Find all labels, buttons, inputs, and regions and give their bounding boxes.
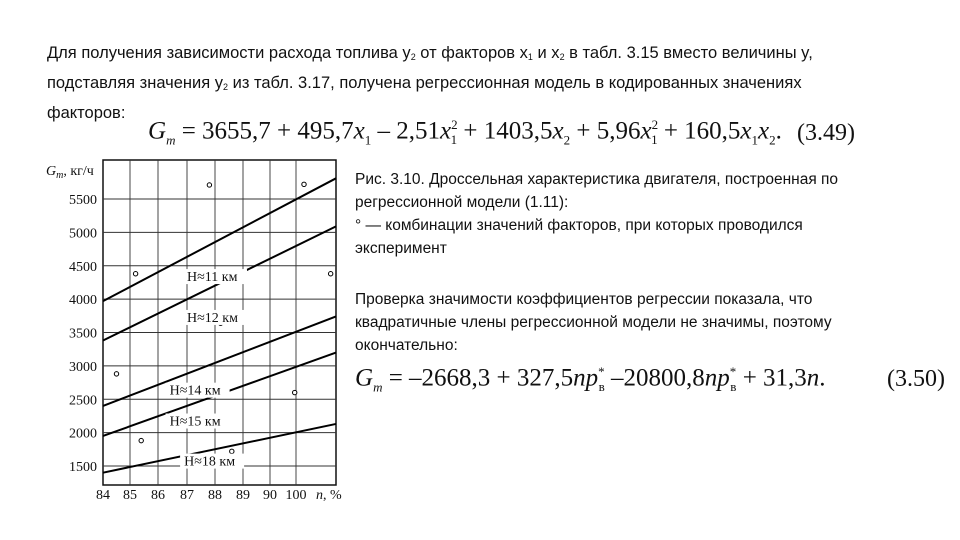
equation-3-49: $G_m = 3655,7 + 495,7x_1 - 2,51x^2_1 + 1403,5x_2 + 5,96x^2_1 + 160,5x_1x_2$.: [148, 117, 782, 148]
data-point: [230, 449, 234, 453]
y-tick-label: 3500: [69, 326, 97, 342]
data-point: [114, 372, 118, 376]
equation-3-50: $G_m = -2668,3 + 327,5np^*_в$ $-20800,8np^*_в + 31,3n$.: [355, 364, 826, 395]
caption-line-4: эксперимент: [355, 240, 447, 257]
data-point: [302, 182, 306, 186]
significance-paragraph: [355, 288, 940, 357]
x-tick-label: 87: [180, 488, 194, 503]
x-tick-label: 84: [96, 488, 110, 503]
para-line-1: Проверка значимости коэффициентов регрессии показала, что: [355, 291, 813, 308]
y-tick-label: 4000: [69, 293, 97, 309]
series-label: H≈14 км: [169, 383, 221, 399]
series-label: H≈11 км: [187, 270, 238, 286]
y-tick-label: 4500: [69, 259, 97, 275]
data-point: [328, 272, 332, 276]
caption-line-2: регрессионной модели (1.11):: [355, 194, 569, 211]
series-label: H≈18 км: [184, 454, 236, 470]
intro-line-2: подставляя значения $y_2$ из табл. 3.17, получена регрессионная модель в кодированных значениях: [47, 74, 802, 92]
x-tick-label: 89: [236, 488, 250, 503]
y-tick-label: 5500: [69, 193, 97, 208]
x-axis-label: n, %: [316, 488, 342, 503]
equation-number-3-49: (3.49): [797, 120, 855, 146]
data-point: [293, 390, 297, 394]
y-tick-label: 1500: [69, 460, 97, 475]
y-axis-label: $G_m$, кг/ч: [46, 164, 94, 181]
x-tick-label: 88: [208, 488, 222, 503]
x-tick-label: 100: [285, 488, 307, 503]
series-label: H≈15 км: [169, 414, 221, 430]
x-tick-label: 85: [123, 488, 137, 503]
data-point: [207, 183, 211, 187]
figure-caption: [355, 168, 940, 260]
data-point: [133, 272, 137, 276]
x-tick-labels: [96, 488, 307, 503]
y-tick-label: 2000: [69, 426, 97, 442]
y-tick-label: 3000: [69, 359, 97, 375]
x-tick-label: 86: [151, 488, 165, 503]
throttle-characteristic-chart: [0, 0, 350, 540]
y-tick-label: 2500: [69, 393, 97, 409]
para-line-2: квадратичные члены регрессионной модели не значимы, поэтому: [355, 314, 832, 331]
y-tick-label: 5000: [69, 226, 97, 242]
intro-line-1: Для получения зависимости расхода топлива $y_2$ от факторов $x_1$ и $x_2$ в табл. 3.15 вместо величины y,: [47, 44, 813, 62]
data-point: [139, 438, 143, 442]
x-tick-label: 90: [263, 488, 277, 503]
y-tick-labels: [69, 193, 97, 475]
caption-line-3: ° — комбинации значений факторов, при которых проводился: [355, 217, 803, 234]
caption-line-1: Рис. 3.10. Дроссельная характеристика двигателя, построенная по: [355, 171, 839, 188]
intro-line-3: факторов:: [47, 104, 126, 122]
para-line-3: окончательно:: [355, 337, 458, 354]
equation-number-3-50: (3.50): [887, 366, 945, 392]
series-label: H≈12 км: [187, 310, 238, 326]
